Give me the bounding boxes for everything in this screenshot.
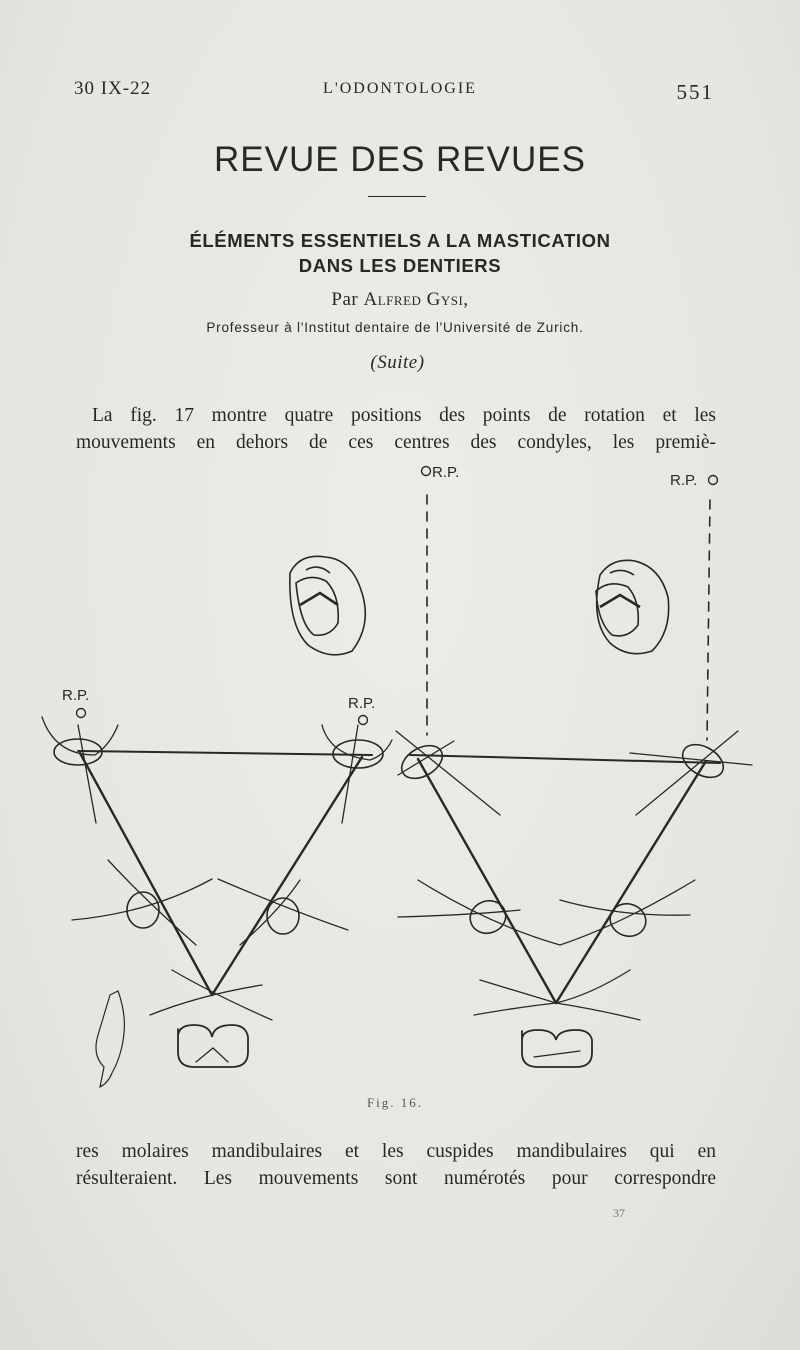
paragraph-continued — [76, 1138, 716, 1192]
journal-title: L'ODONTOLOGIE — [323, 80, 477, 97]
figure-diagram — [0, 455, 800, 1105]
article-title-line-2: DANS LES DENTIERS — [298, 255, 502, 276]
text-line: mouvements en dehors de ces centres des condyles, les premiè- — [76, 432, 716, 453]
byline — [0, 289, 800, 311]
title-rule — [368, 196, 426, 197]
figure-caption: Fig. 16. — [366, 1095, 424, 1110]
article-title — [90, 228, 710, 278]
signature-mark: 37 — [613, 1206, 625, 1220]
text-line: résulteraient. Les mouvements sont numérotés pour correspondre — [76, 1168, 716, 1189]
paragraph-intro — [76, 402, 716, 456]
byline-prefix: Par — [331, 289, 359, 310]
rp-label-top-right: R.P. — [670, 472, 698, 489]
section-title: REVUE DES REVUES — [214, 140, 586, 179]
author-affiliation: Professeur à l'Institut dentaire de l'Université de Zurich. — [206, 320, 584, 335]
issue-date: 30 IX-22 — [74, 78, 152, 99]
page-number: 551 — [676, 80, 714, 104]
author-name: Alfred Gysi, — [363, 289, 469, 310]
article-title-line-1: ÉLÉMENTS ESSENTIELS A LA MASTICATION — [189, 230, 611, 251]
text-line: res molaires mandibulaires et les cuspides mandibulaires qui en — [76, 1141, 716, 1162]
rp-label-mid: R.P. — [348, 695, 376, 712]
rp-label-top-left: R.P. — [432, 464, 460, 481]
rp-label-left: R.P. — [62, 687, 90, 704]
text-line: La fig. 17 montre quatre positions des points de rotation et les — [92, 405, 716, 426]
running-head — [0, 78, 800, 108]
continuation-note: (Suite) — [370, 352, 425, 373]
